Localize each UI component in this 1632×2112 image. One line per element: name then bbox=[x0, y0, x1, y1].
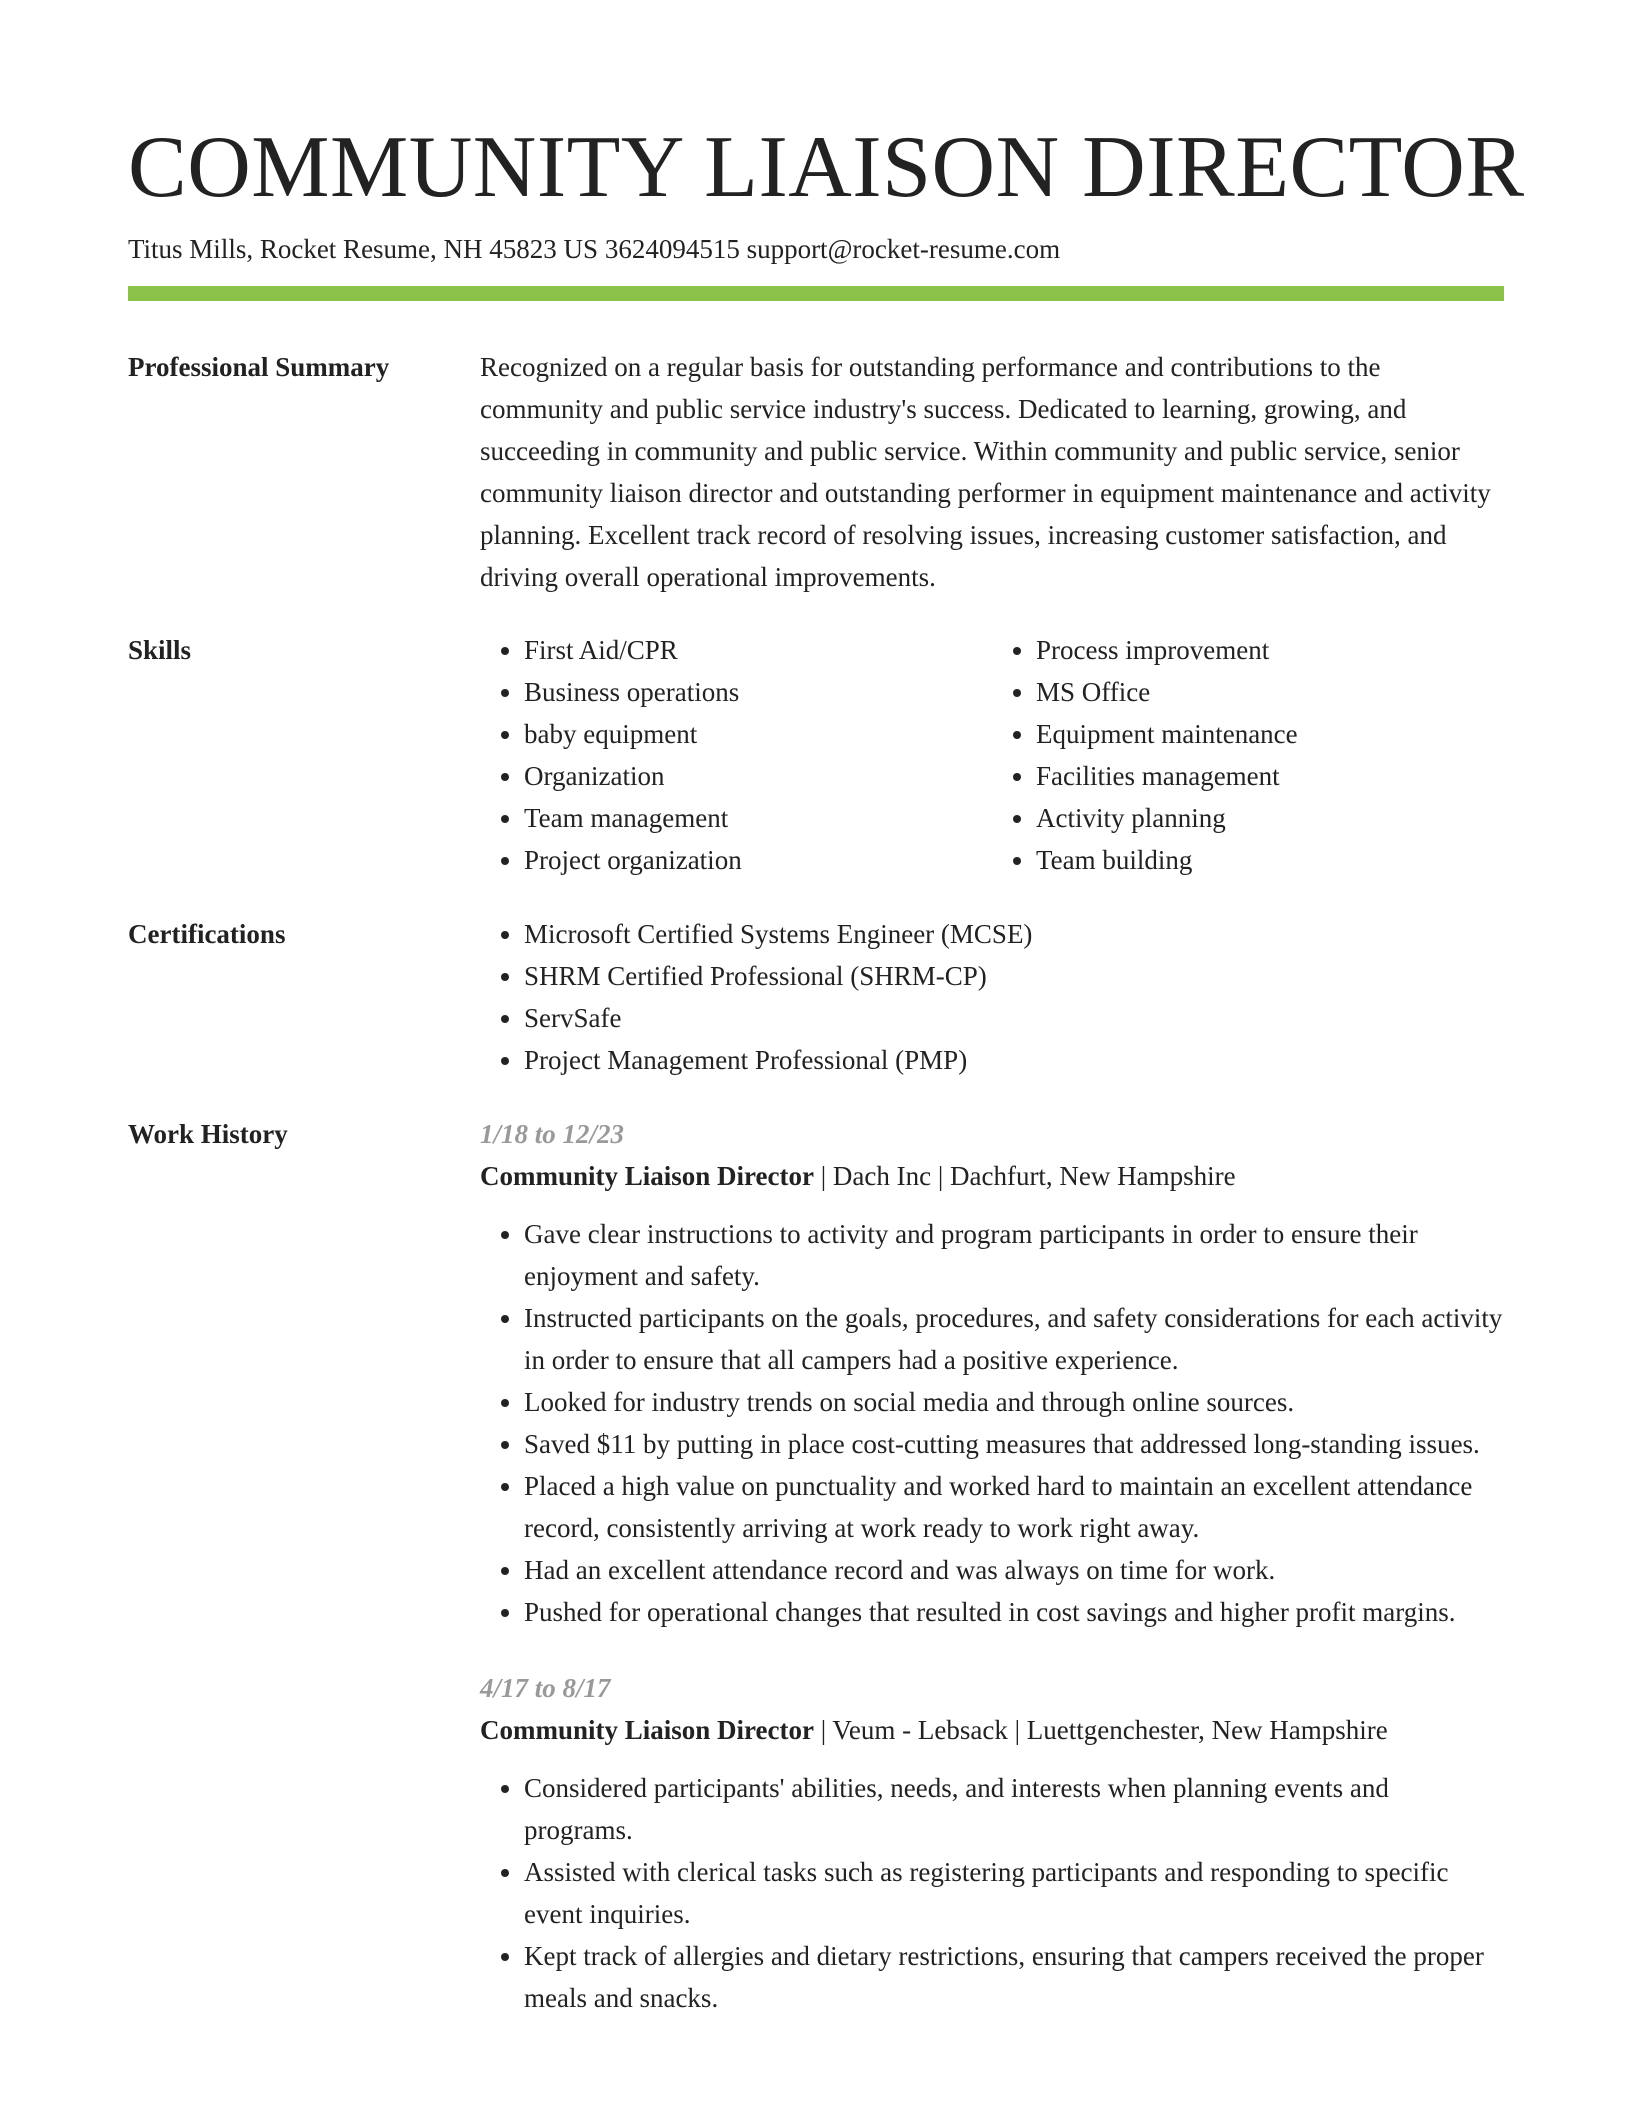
job-title-line bbox=[480, 1155, 1504, 1197]
job-bullet: • Considered participants' abilities, needs, and interests when planning events and programs. bbox=[524, 1767, 1504, 1851]
skill-item: • Equipment maintenance bbox=[1036, 713, 1504, 755]
job-bullets bbox=[480, 1767, 1504, 2019]
skill-item: • Process improvement bbox=[1036, 629, 1504, 671]
skill-item: • First Aid/CPR bbox=[524, 629, 992, 671]
skills-heading: Skills bbox=[128, 635, 192, 665]
job-details: | Veum - Lebsack | Luettgenchester, New Hampshire bbox=[813, 1715, 1388, 1745]
job-bullets bbox=[480, 1213, 1504, 1633]
job-bullet: • Looked for industry trends on social media and through online sources. bbox=[524, 1381, 1504, 1423]
resume-title: COMMUNITY LIAISON DIRECTOR bbox=[128, 119, 1525, 216]
certification-item: • Microsoft Certified Systems Engineer (MCSE) bbox=[524, 913, 1504, 955]
contact-state-zip: NH 45823 bbox=[443, 234, 557, 264]
job-bullet: • Assisted with clerical tasks such as registering participants and responding to specific event inquiries. bbox=[524, 1851, 1504, 1935]
contact-email: support@rocket-resume.com bbox=[746, 234, 1061, 264]
job-dates: 4/17 to 8/17 bbox=[480, 1673, 611, 1703]
job-bullet: • Gave clear instructions to activity and program participants in order to ensure their enjoyment and safety. bbox=[524, 1213, 1504, 1297]
skill-item: • MS Office bbox=[1036, 671, 1504, 713]
job-role: Community Liaison Director bbox=[480, 1161, 814, 1191]
skill-item: • Facilities management bbox=[1036, 755, 1504, 797]
skills-list-right bbox=[992, 629, 1504, 881]
job-title-line bbox=[480, 1709, 1504, 1751]
job-entry bbox=[480, 1113, 1504, 1633]
job-bullet: • Had an excellent attendance record and was always on time for work. bbox=[524, 1549, 1504, 1591]
summary-text: Recognized on a regular basis for outstanding performance and contributions to the community and public service industry's success. Dedicated to learning, growing, and succeeding in community and public service. Within community and public service, senior community liaison director and outstanding performer in equipment maintenance and activity planning. Excellent track record of resolving issues, increasing customer satisfaction, and driving overall operational improvements. bbox=[480, 352, 1491, 592]
certification-item: • SHRM Certified Professional (SHRM-CP) bbox=[524, 955, 1504, 997]
work-history-heading: Work History bbox=[128, 1119, 288, 1149]
skill-item: • baby equipment bbox=[524, 713, 992, 755]
job-entry bbox=[480, 1667, 1504, 2019]
header-divider bbox=[128, 286, 1504, 301]
skill-item: • Activity planning bbox=[1036, 797, 1504, 839]
certifications-list bbox=[480, 913, 1504, 1081]
contact-city: Rocket Resume, bbox=[259, 234, 437, 264]
contact-line bbox=[128, 232, 1060, 266]
skills-columns bbox=[480, 629, 1504, 881]
skill-item: • Team management bbox=[524, 797, 992, 839]
job-bullet: • Saved $11 by putting in place cost-cutting measures that addressed long-standing issues. bbox=[524, 1423, 1504, 1465]
summary-heading: Professional Summary bbox=[128, 352, 390, 382]
job-bullet: • Instructed participants on the goals, procedures, and safety considerations for each activity in order to ensure that all campers had a positive experience. bbox=[524, 1297, 1504, 1381]
contact-country: US bbox=[563, 234, 599, 264]
skill-item: • Team building bbox=[1036, 839, 1504, 881]
certification-item: • ServSafe bbox=[524, 997, 1504, 1039]
contact-name: Titus Mills, bbox=[128, 234, 254, 264]
job-dates: 1/18 to 12/23 bbox=[480, 1119, 625, 1149]
job-details: | Dach Inc | Dachfurt, New Hampshire bbox=[813, 1161, 1236, 1191]
job-bullet: • Kept track of allergies and dietary restrictions, ensuring that campers received the proper meals and snacks. bbox=[524, 1935, 1504, 2019]
contact-phone: 3624094515 bbox=[604, 234, 740, 264]
skill-item: • Project organization bbox=[524, 839, 992, 881]
skill-item: • Business operations bbox=[524, 671, 992, 713]
job-bullet: • Pushed for operational changes that resulted in cost savings and higher profit margins. bbox=[524, 1591, 1504, 1633]
certification-item: • Project Management Professional (PMP) bbox=[524, 1039, 1504, 1081]
certifications-heading: Certifications bbox=[128, 919, 286, 949]
job-bullet: • Placed a high value on punctuality and worked hard to maintain an excellent attendance record, consistently arriving at work ready to work right away. bbox=[524, 1465, 1504, 1549]
job-role: Community Liaison Director bbox=[480, 1715, 814, 1745]
skill-item: • Organization bbox=[524, 755, 992, 797]
skills-list-left bbox=[480, 629, 992, 881]
